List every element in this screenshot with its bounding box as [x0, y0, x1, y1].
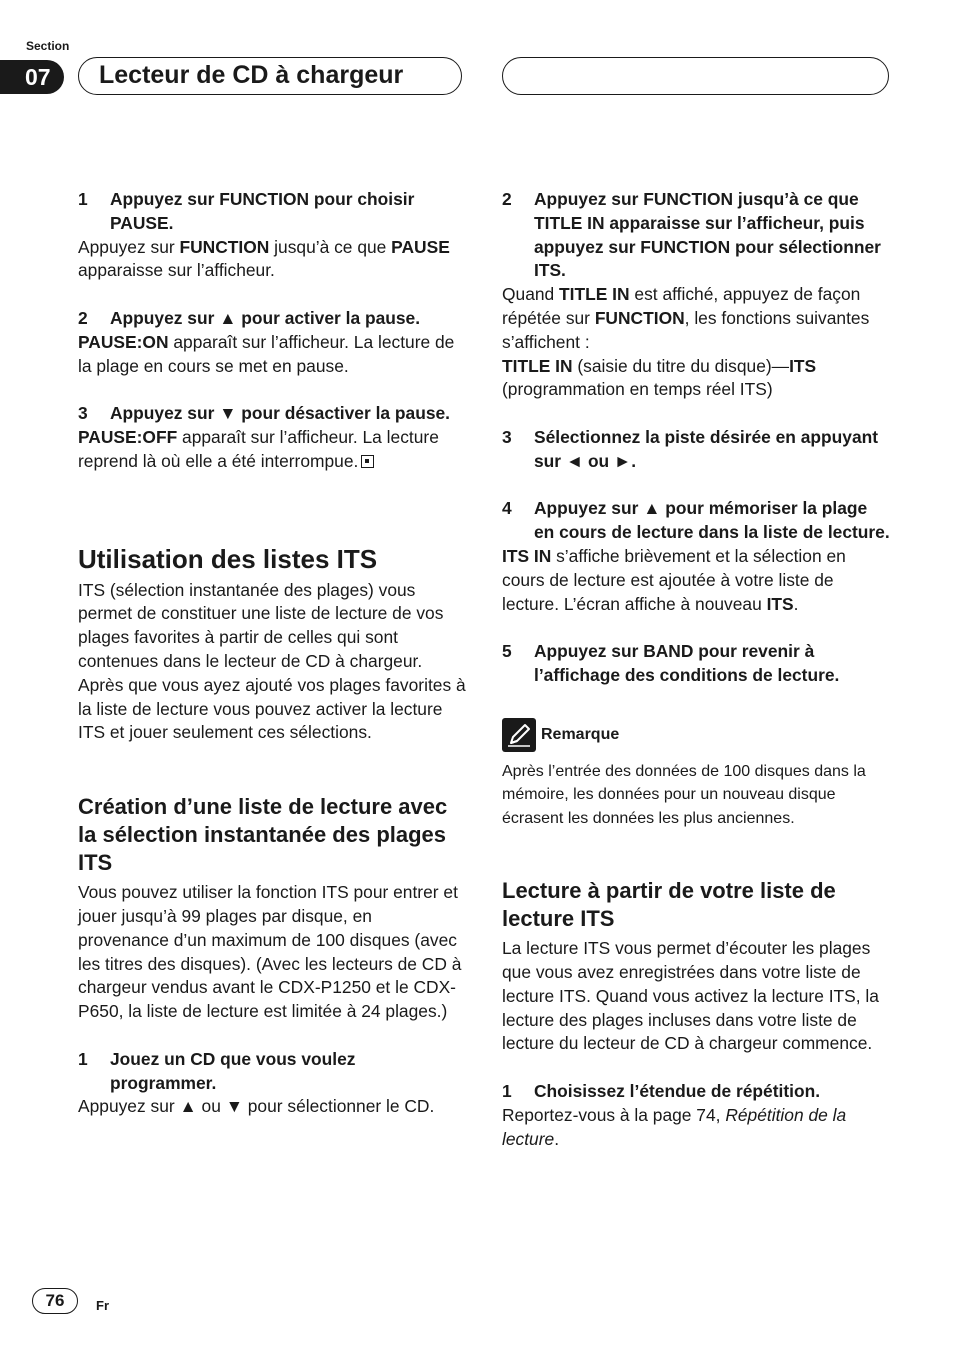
its-heading: Utilisation des listes ITS	[78, 543, 378, 574]
step-title: Appuyez sur BAND pour revenir à l’affichage des conditions de lecture.	[534, 641, 840, 685]
step-title: Appuyez sur ▼ pour désactiver la pause.	[110, 403, 451, 424]
step-memorize-track	[502, 497, 890, 545]
step-return-display	[502, 640, 890, 688]
step-number: 1	[78, 189, 88, 209]
its-intro: ITS (sélection instantanée des plages) vous permet de constituer une liste de lecture de vos plages favorites à partir de celles qui sont contenues dans le lecteur de CD à chargeur. Après que vous ayez ajouté vos plages favorites à la liste de lecture vous pouvez activer la lecture ITS et jouer seulement ces sélections.	[78, 579, 466, 743]
section-number-badge: 07	[0, 60, 64, 94]
step-body: PAUSE:OFF apparaît sur l’afficheur. La lecture reprend là où elle a été interrompue.	[78, 426, 439, 471]
step-body: ITS IN s’affiche brièvement et la sélection en cours de lecture est ajoutée à votre liste de lecture. L’écran affiche à nouveau ITS.	[502, 545, 846, 614]
section-label: Section	[26, 39, 70, 53]
step-number: 1	[78, 1048, 88, 1069]
note-title: Remarque	[541, 725, 620, 743]
language-code: Fr	[96, 1298, 109, 1313]
right-column	[502, 188, 890, 1151]
step-body: PAUSE:ON apparaît sur l’afficheur. La lecture de la plage en cours se met en pause.	[78, 331, 455, 376]
page-title: Lecteur de CD à chargeur	[78, 57, 462, 95]
step-number: 2	[502, 189, 512, 209]
play-list-intro: La lecture ITS vous permet d’écouter les plages que vous avez enregistrées dans votre liste de lecture ITS. Quand vous activez la lecture ITS, la lecture des plages incluses dans votre liste de lecture du lecteur de CD à chargeur commence.	[502, 938, 879, 1054]
note-text: Après l’entrée des données de 100 disques dans la mémoire, les données pour un nouveau disque écrasent les données les plus anciennes.	[502, 762, 866, 827]
step-body: Quand TITLE IN est affiché, appuyez de façon répétée sur FUNCTION, les fonctions suivantes s’affichent :	[502, 284, 870, 352]
step-number: 1	[502, 1081, 512, 1102]
page-number: 76	[32, 1288, 78, 1314]
step-number: 4	[502, 498, 512, 519]
step-select-track	[502, 426, 890, 474]
create-list-intro: Vous pouvez utiliser la fonction ITS pour entrer et jouer jusqu’à 99 plages par disque, en provenance d’un maximum de 100 disques (avec les titres des disques). (Avec les lecteurs de CD à chargeur vendus avant le CDX-P1250 et le CDX-P650, la liste de lecture est limitée à 24 plages.)	[78, 882, 462, 1022]
step-choose-pause	[78, 188, 466, 236]
step-body: Appuyez sur FUNCTION jusqu’à ce que PAUSE apparaisse sur l’afficheur.	[78, 236, 450, 281]
step-title: Jouez un CD que vous voulez programmer.	[110, 1048, 356, 1093]
note-header	[502, 718, 890, 752]
play-list-heading: Lecture à partir de votre liste de lecture ITS	[502, 878, 836, 932]
step-title: Appuyez sur ▲ pour mémoriser la plage en cours de lecture dans la liste de lecture.	[534, 498, 890, 543]
step-choose-repeat	[502, 1080, 890, 1104]
step-body: Reportez-vous à la page 74, Répétition de la lecture.	[502, 1104, 847, 1149]
left-column	[78, 188, 466, 1119]
function-sequence: TITLE IN (saisie du titre du disque)—ITS (programmation en temps réel ITS)	[502, 355, 817, 400]
step-select-its	[502, 188, 890, 283]
header-blank-box	[502, 57, 889, 95]
step-title: Sélectionnez la piste désirée en appuyant sur ◄ ou ►.	[534, 426, 879, 471]
step-number: 3	[502, 426, 512, 447]
step-number: 2	[78, 307, 88, 328]
step-number: 5	[502, 641, 512, 662]
step-number: 3	[78, 403, 88, 424]
step-title: Appuyez sur FUNCTION pour choisir PAUSE.	[110, 189, 415, 233]
step-play-cd	[78, 1048, 466, 1096]
step-activate-pause	[78, 307, 466, 331]
step-title: Appuyez sur FUNCTION jusqu’à ce que TITLE IN apparaisse sur l’afficheur, puis appuyez sur FUNCTION pour sélectionner ITS.	[534, 189, 881, 281]
end-of-section-icon	[361, 455, 374, 468]
pencil-note-icon	[502, 718, 536, 752]
cross-reference-link: Répétition de la lecture	[502, 1104, 847, 1149]
step-deactivate-pause	[78, 402, 466, 426]
step-body: Appuyez sur ▲ ou ▼ pour sélectionner le CD.	[78, 1096, 435, 1117]
step-title: Appuyez sur ▲ pour activer la pause.	[110, 307, 421, 328]
create-list-heading: Création d’une liste de lecture avec la sélection instantanée des plages ITS	[78, 794, 448, 876]
step-title: Choisissez l’étendue de répétition.	[534, 1081, 821, 1102]
